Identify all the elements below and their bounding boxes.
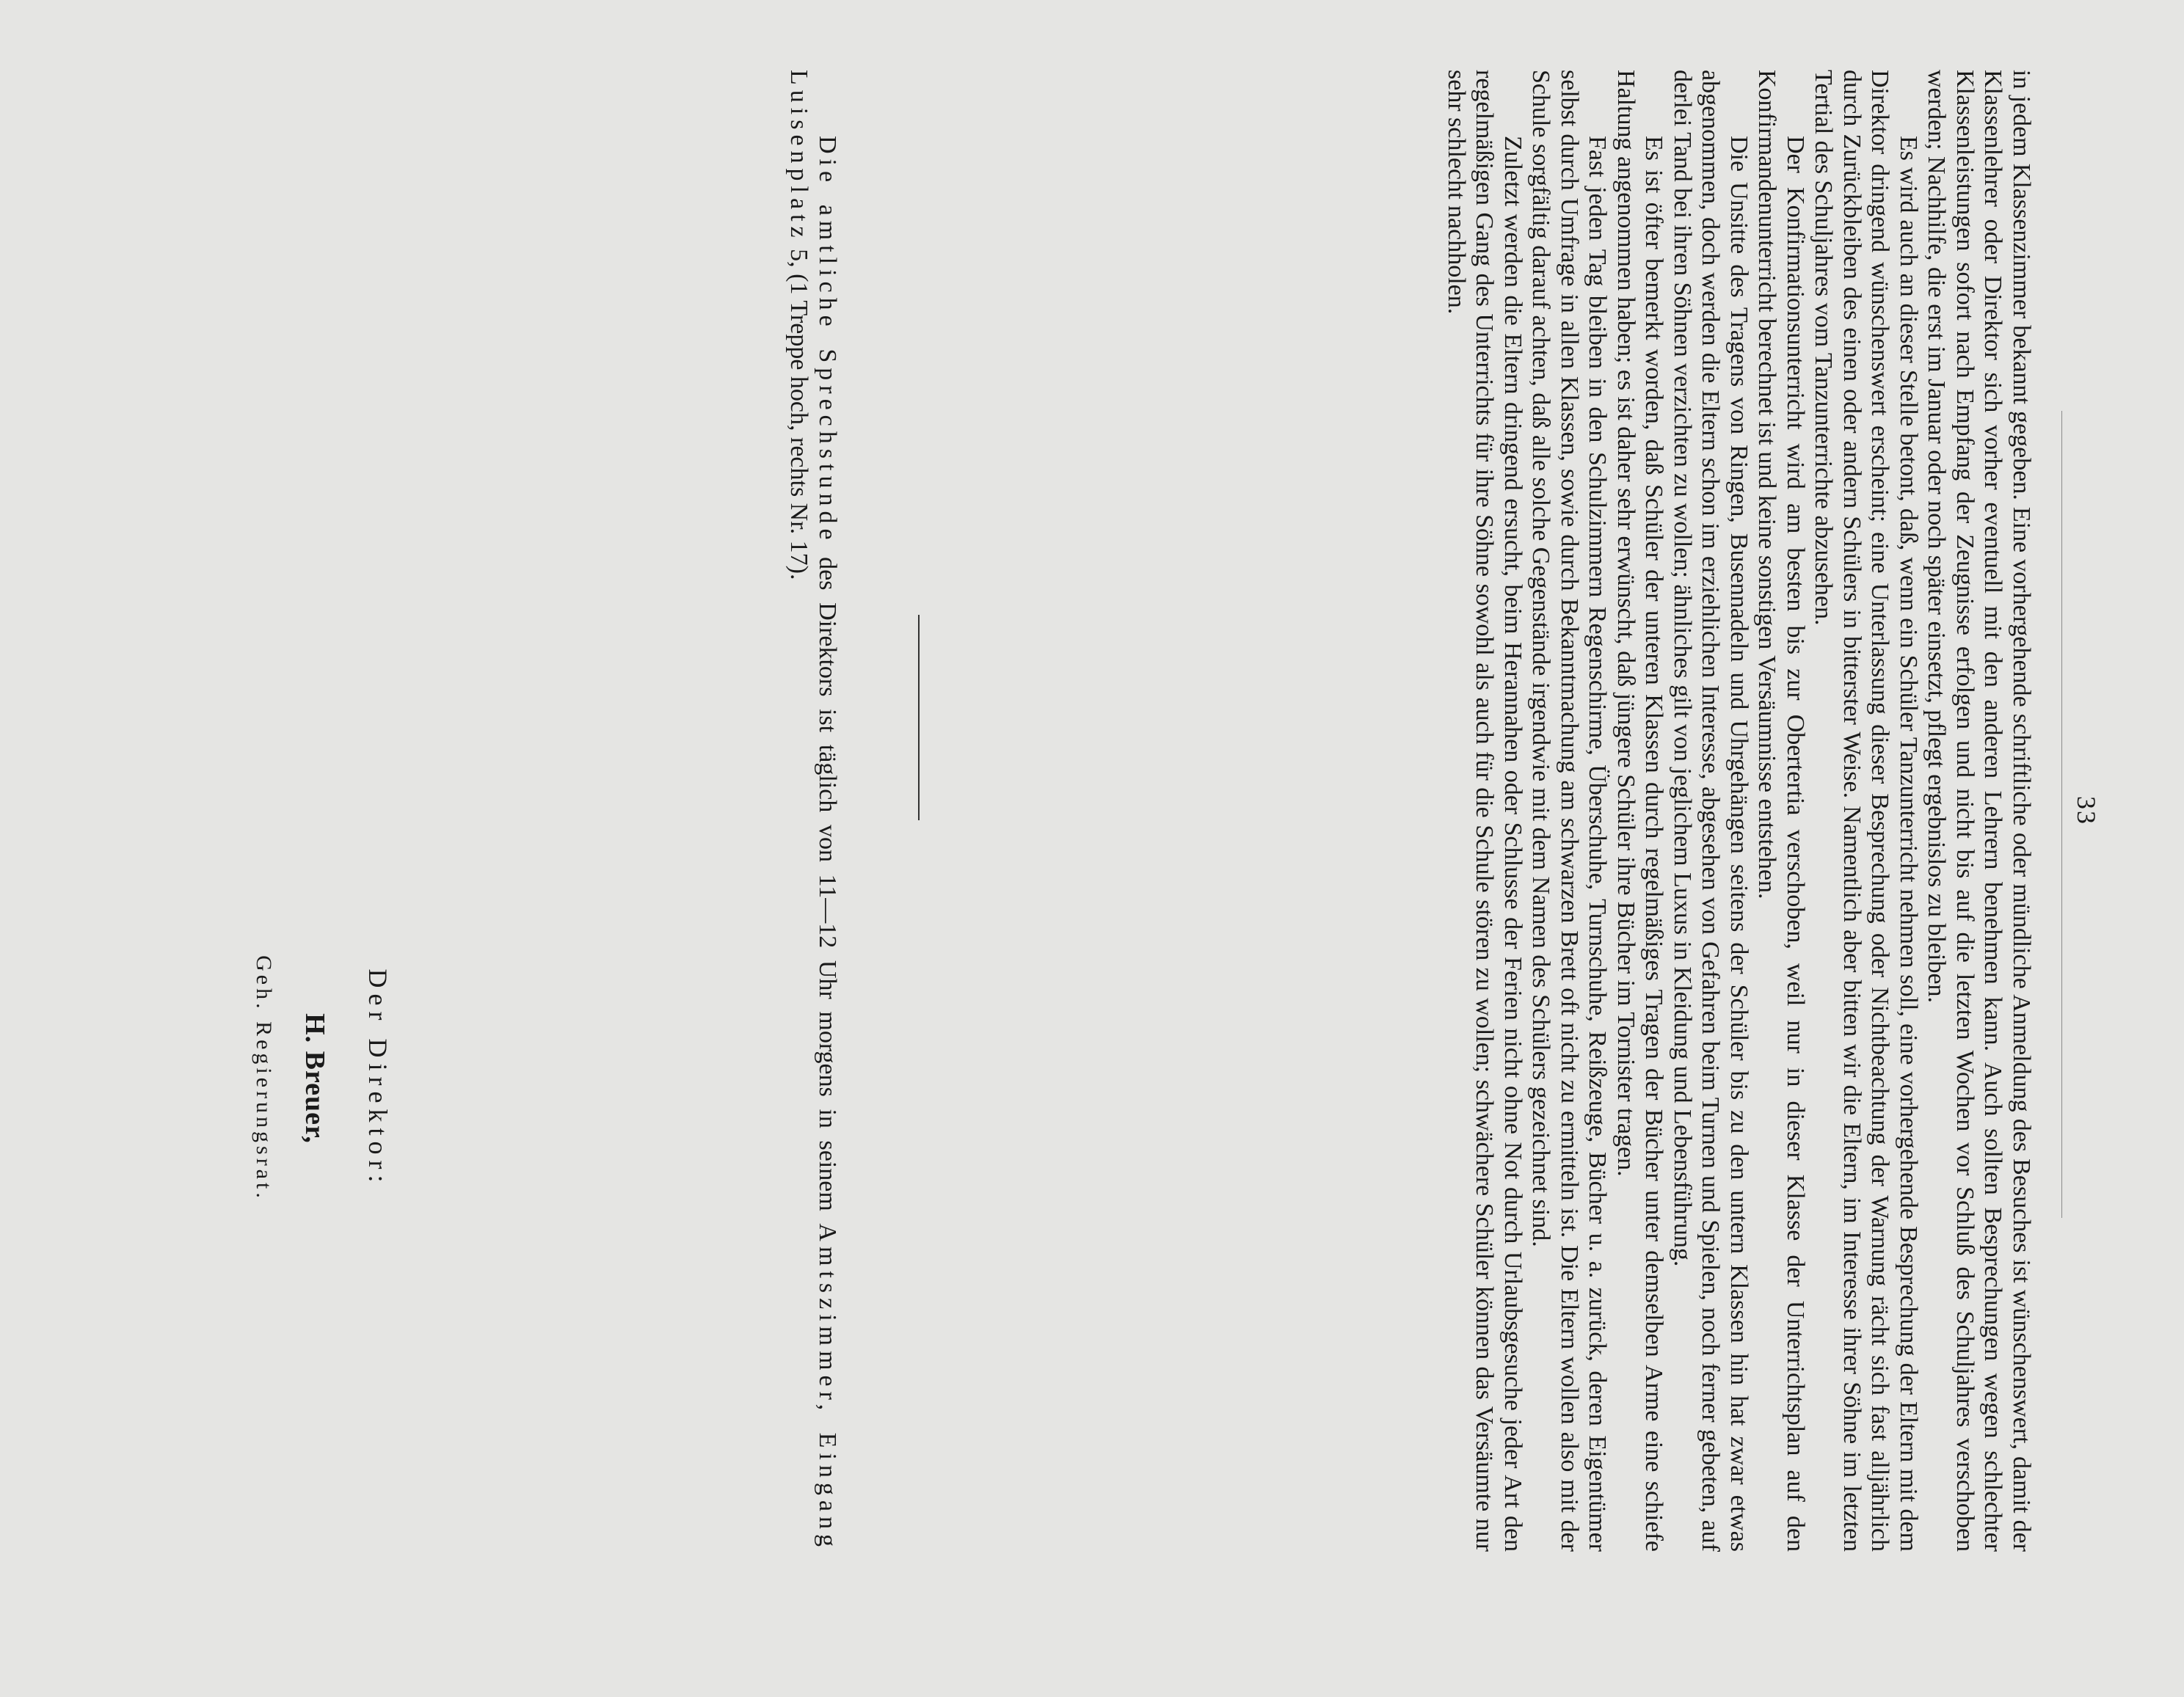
office-hours-end: 5, (1 Treppe hoch, rechts Nr. 17). <box>785 242 813 580</box>
office-hours-middle: des Direktors ist täglich von 11—12 Uhr morgens in seinem <box>814 544 841 1224</box>
paragraph: Es ist öfter bemerkt worden, daß Schüler der unteren Klassen durch regelmäßiges Tragen der Bücher unter demselben Arme eine schiefe Haltung angenommen haben; es ist daher sehr erwünscht, daß jüngere Schüler ihre Bücher im Tornister tragen. <box>1612 70 1668 1552</box>
office-hours-paragraph <box>785 70 841 1552</box>
body-text-office-hours <box>785 70 841 1552</box>
paragraph: Der Konfirmationsunterricht wird am besten bis zur Obertertia verschoben, weil nur in dieser Klasse der Unterrichtsplan auf den Konfirmandenunterricht berechnet ist und keine sonstigen Versäumnisse entstehen. <box>1753 70 1809 1552</box>
paragraph: Es wird auch an dieser Stelle betont, daß, wenn ein Schüler Tanzunterricht nehmen soll, eine vorhergehende Besprechung der Eltern mit dem Direktor dringend wünschenswert erscheint; eine Unterlassung dieser Besprechung oder Nichtbeachtung der Warnung rächt sich fast alljährlich durch Zurückbleiben des einen oder andern Schülers in bitterster Weise. Namentlich aber bitten wir die Eltern, im Interesse ihrer Söhne im letzten Tertial des Schuljahres vom Tanzunterrichte abzusehen. <box>1810 70 1922 1552</box>
section-divider <box>918 615 920 820</box>
paragraph: in jedem Klassenzimmer bekannt gegeben. Eine vorhergehende schriftliche oder mündliche Anmeldung des Besuches ist wünschenswert, damit der Klassenlehrer oder Direktor sich vorher eventuell mit den anderen Lehrern benehmen kann. Auch sollten Besprechungen wegen schlechter Klassenleistungen sofort nach Empfang der Zeugnisse erfolgen und nicht bis auf die letzten Wochen vor Schluß des Schuljahres verschoben werden; Nachhilfe, die erst im Januar oder noch später einsetzt, pflegt ergebnislos zu bleiben. <box>1923 70 2035 1552</box>
paragraph: Die Unsitte des Tragens von Ringen, Busennadeln und Uhrgehängen seitens der Schüler bis zu den untern Klassen hin hat zwar etwas abgenommen, doch werden die Eltern schon im erziehlichen Interesse, abgesehen von Gefahren beim Turnen und Spielen, noch ferner gebeten, auf derlei Tand bei ihren Söhnen verzichten zu wollen; ähnliches gilt von jeglichem Luxus in Kleidung und Lebensführung. <box>1669 70 1752 1552</box>
paragraph: Fast jeden Tag bleiben in den Schulzimmern Regenschirme, Überschuhe, Turnschuhe, Reißzeuge, Bücher u. a. zurück, deren Eigentümer selbst durch Umfrage in allen Klassen, sowie durch Bekanntmachung am schwarzen Brett oft nicht zu ermitteln ist. Die Eltern wollen also mit der Schule sorgfältig darauf achten, daß alle solche Gegenstände irgendwie mit dem Namen des Schülers gezeichnet sind. <box>1527 70 1612 1552</box>
page-number: 33 <box>2072 796 2101 825</box>
signature-role: Geh. Regierungsrat. <box>252 955 276 1202</box>
signature-name: H. Breuer, <box>299 1013 330 1144</box>
office-hours-intro: Die amtliche Sprechstunde <box>814 136 841 545</box>
header-rule <box>2061 411 2062 1218</box>
office-hours-place: Amtszimmer, Eingang Luisenplatz <box>785 70 841 1552</box>
signature-title: Der Direktor: <box>363 968 393 1189</box>
body-text-top <box>1442 70 2036 1552</box>
paragraph: Zuletzt werden die Eltern dringend ersucht, beim Herannahen oder Schlusse der Ferien nicht ohne Not durch Urlaubsgesuche jeder Art den regelmäßigen Gang des Unterrichts für ihre Söhne sowohl als auch für die Schule stören zu wollen; schwächere Schüler können das Versäumte nur sehr schlecht nachholen. <box>1443 70 1526 1552</box>
